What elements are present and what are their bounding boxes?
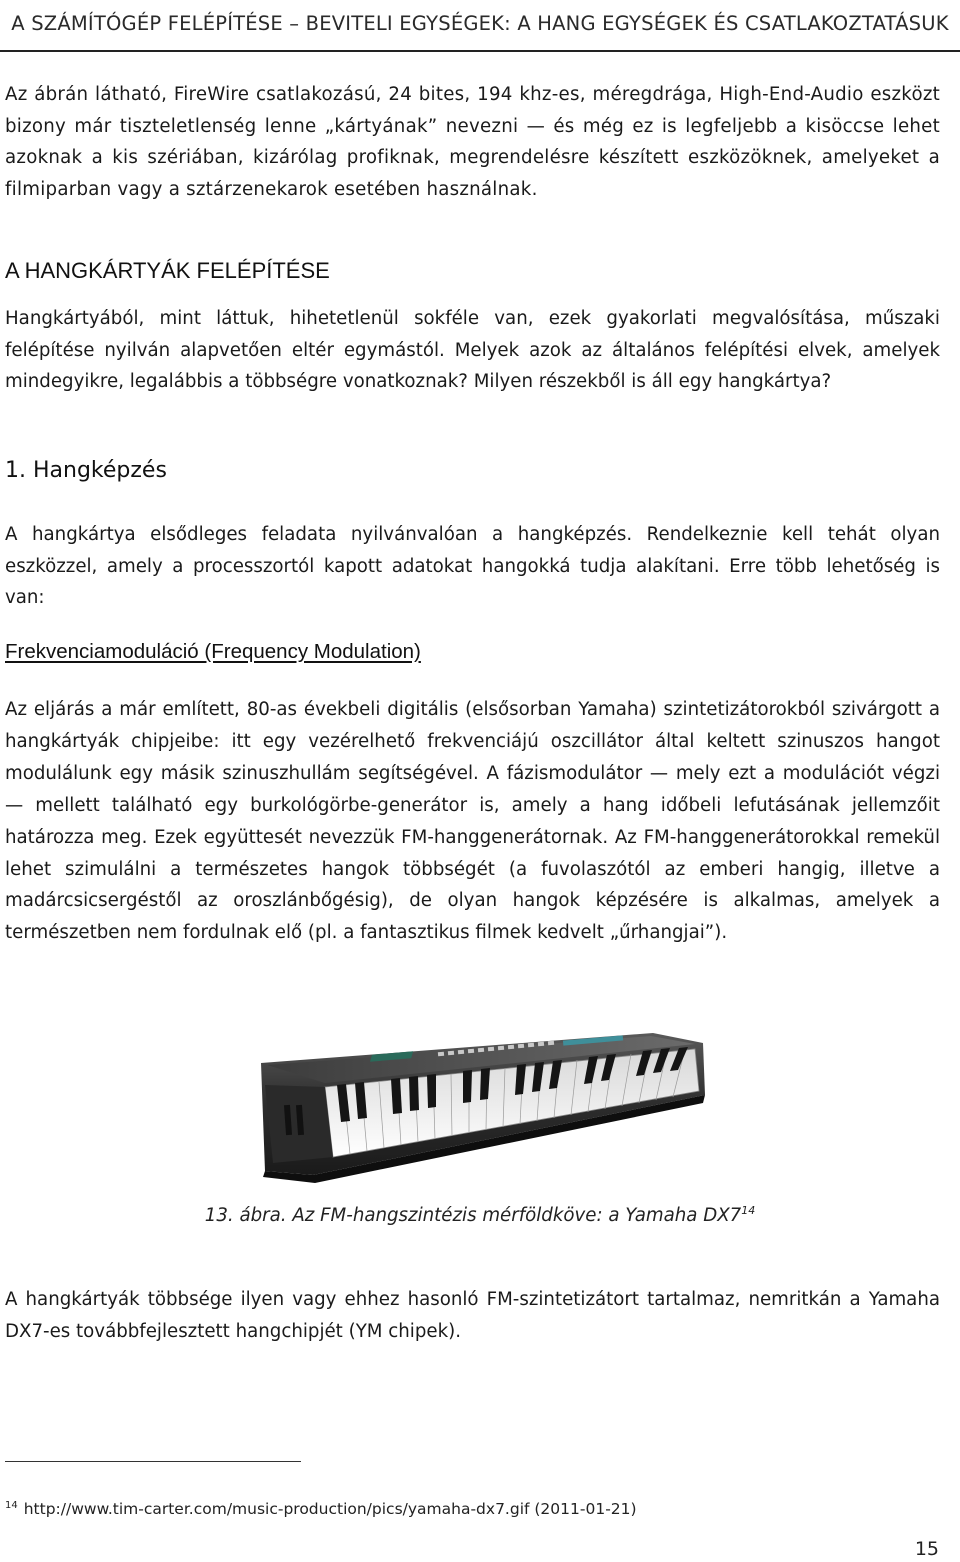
- topic-heading: Frekvenciamoduláció (Frequency Modulation): [5, 640, 421, 663]
- intro-paragraph: Az ábrán látható, FireWire csatlakozású, 24 bites, 194 khz-es, méregdrága, High-End-Audio eszközt bizony már tiszteletlenség lenne „kártyának” nevezni — és még ez is legfeljebb a kisöccse lehet azoknak a kis szériában, kizárólag profiknak, megrendelésre készített eszközöknek, amelyeket a filmiparban vagy a sztárzenekarok esetében használnak.: [5, 84, 940, 201]
- subsection-heading: 1. Hangképzés: [5, 458, 167, 483]
- footnote: [5, 1500, 637, 1518]
- closing-paragraph: A hangkártyák többsége ilyen vagy ehhez hasonló FM-szintetizátort tartalmaz, nemritkán a Yamaha DX7-es továbbfejlesztett hangchipjét (YM chipek).: [5, 1289, 940, 1342]
- running-header: A SZÁMÍTÓGÉP FELÉPÍTÉSE – BEVITELI EGYSÉGEK: A HANG EGYSÉGEK ÉS CSATLAKOZTATÁSUK: [11, 12, 949, 35]
- page-number: 15: [914, 1538, 939, 1560]
- topic-paragraph: Az eljárás a már említett, 80-as évekbeli digitális (elsősorban Yamaha) szintetizátorokból szivárgott a hangkártyák chipjeibe: itt egy vezérelhető frekvenciájú oszcillátor által keltett szinuszos hangot modulálunk egy másik szinuszhullám segítségével. A fázismodulátor — mely ezt a modulációt végzi — mellett található egy burkológörbe-generátor is, amely a hang időbeli lefutásának jellemzőit határozza meg. Ezek együttesét nevezzük FM-hanggenerátornak. Az FM-hanggenerátorokkal remekül lehet szimulálni a természetes hangok többségét (a fuvolaszótól az emberi hangig, illetve a madárcsicsergéstől az oroszlánbőgésig), de olyan hangok képzésére is alkalmas, amelyek a természetben nem fordulnak elő (pl. a fantasztikus filmek kedvelt „űrhangjai”).: [5, 699, 940, 944]
- footnote-reference: 14: [741, 1204, 756, 1217]
- footnote-link[interactable]: http://www.tim-carter.com/music-production/pics/yamaha-dx7.gif (2011-01-21): [23, 1500, 637, 1518]
- footnote-number: 14: [5, 1500, 18, 1511]
- yamaha-dx7-image: [233, 1025, 711, 1185]
- section-heading: A HANGKÁRTYÁK FELÉPÍTÉSE: [5, 258, 330, 283]
- header-divider: [0, 50, 960, 52]
- section-paragraph: Hangkártyából, mint láttuk, hihetetlenül sokféle van, ezek gyakorlati megvalósítása, műszaki felépítése nyilván alapvetően eltér egymástól. Melyek azok az általános felépítési elvek, amelyek mindegyikre, legalábbis a többségre vonatkoznak? Milyen részekből is áll egy hangkártya?: [5, 308, 940, 393]
- figure-caption-text: 13. ábra. Az FM-hangszintézis mérföldköve: a Yamaha DX7: [204, 1205, 742, 1227]
- subsection-paragraph: A hangkártya elsődleges feladata nyilvánvalóan a hangképzés. Rendelkeznie kell tehát olyan eszközzel, amely a processzortól kapott adatokat hangokká tudja alakítani. Erre több lehetőség is van:: [5, 524, 940, 609]
- figure-caption: [0, 1204, 960, 1226]
- footnote-divider: [5, 1461, 301, 1462]
